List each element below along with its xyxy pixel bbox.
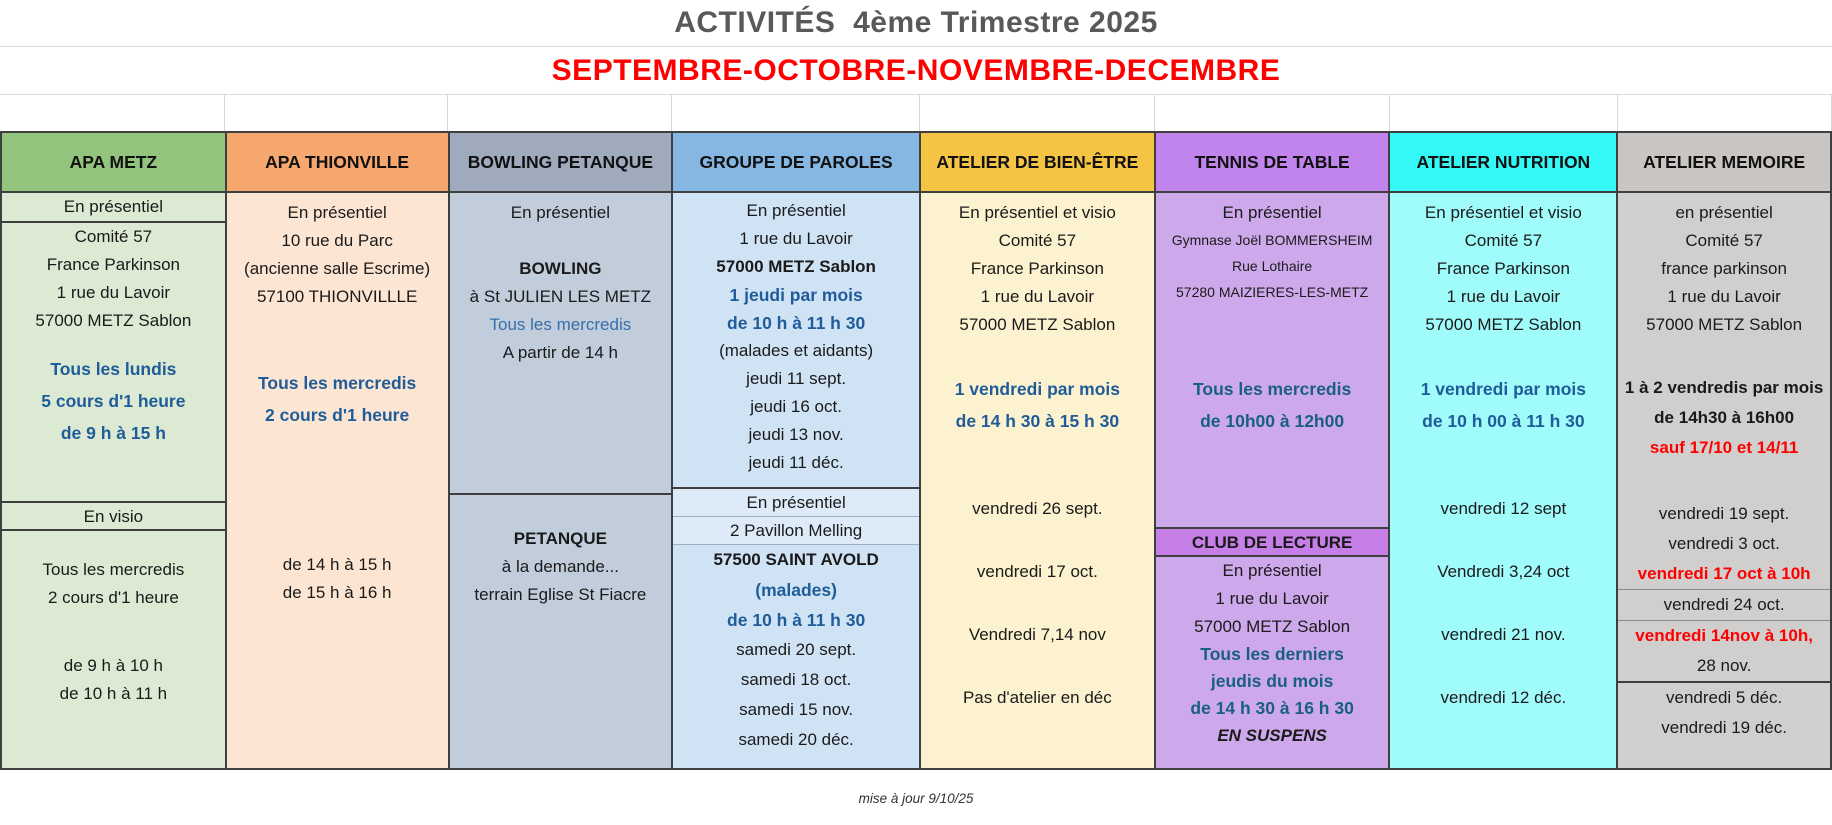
body-line: vendredi 21 nov. [1441,625,1566,644]
activity-column [1156,131,1391,768]
column-body [227,193,448,768]
body-line: jeudi 16 oct. [750,397,842,416]
column-body [673,193,919,768]
body-line: 1 vendredi par mois [954,379,1121,399]
body-line: samedi 20 déc. [738,730,854,749]
spacing [1390,649,1616,684]
body-line: En présentiel et visio [958,203,1116,222]
body-line: Comité 57 [998,231,1077,250]
body-line: Vendredi 3,24 oct [1437,562,1570,581]
body-line: 57280 MAIZIERES-LES-METZ [1176,284,1369,300]
body-line: vendredi 12 déc. [1440,688,1567,707]
body-line: de 14 h à 15 h [282,555,392,574]
grid-spacer-cell [1155,95,1390,131]
body-line: vendredi 17 oct. [976,562,1098,581]
body-line: BOWLING [519,259,602,278]
body-line: vendredi 12 sept [1440,499,1567,518]
activity-column [450,131,674,768]
activity-column [1390,131,1618,768]
body-line: 57100 THIONVILLLE [256,287,418,306]
body-line: de 14 h 30 à 16 h 30 [1190,698,1354,718]
body-line: PETANQUE [513,529,607,548]
spacing [921,339,1154,373]
activity-column [2,131,227,768]
column-header: ATELIER MEMOIRE [1618,131,1830,193]
spacing [1390,437,1616,495]
spacing [921,437,1154,495]
body-line: 10 rue du Parc [281,231,393,250]
body-line: (malades) [755,580,837,600]
body-line: vendredi 5 déc. [1665,688,1783,707]
body-line: Comité 57 [1685,231,1763,250]
column-header: APA THIONVILLE [227,131,448,193]
body-line: En présentiel [746,201,846,220]
body-line: En présentiel [1222,561,1322,580]
body-line: Vendredi 7,14 nov [968,625,1106,644]
column-header: ATELIER DE BIEN-ÊTRE [921,131,1154,193]
spacing [2,531,225,556]
column-body [1618,193,1830,768]
body-line: jeudis du mois [1210,671,1334,691]
grid-spacer-cell [1618,95,1832,131]
spacing [921,649,1154,684]
body-line: EN SUSPENS [1217,726,1327,745]
activity-column [673,131,921,768]
column-body [1156,193,1389,768]
body-line: sauf 17/10 et 14/11 [1649,438,1799,457]
section-band: En présentiel [2,193,225,223]
spacing [2,449,225,501]
section-band: En présentiel [673,489,919,517]
body-line: 1 rue du Lavoir [1215,589,1329,608]
body-line: 57000 METZ Sablon [1194,617,1351,636]
body-line: jeudi 11 sept. [746,369,847,388]
body-line: Gymnase Joël BOMMERSHEIM [1171,232,1373,248]
body-line: 57000 METZ Sablon [1646,315,1803,334]
body-line: 57500 SAINT AVOLD [713,550,879,569]
body-line: vendredi 14nov à 10h, [1635,626,1813,645]
grid-spacer-cell [1390,95,1618,131]
footer-note: mise à jour 9/10/25 [858,791,974,806]
column-body [450,193,672,768]
column-header: APA METZ [2,131,225,193]
body-line: En présentiel [287,203,387,222]
subtitle-row [0,47,1832,95]
body-line: vendredi 19 sept. [1658,504,1790,523]
title-row [0,0,1832,47]
body-line: Rue Lothaire [1232,258,1313,274]
spacing [1156,305,1389,373]
body-line: vendredi 17 oct à 10h [1637,564,1811,583]
section-band: 2 Pavillon Melling [673,517,919,545]
body-line: Tous les mercredis [1193,379,1352,399]
body-line: de 10 h à 11 h 30 [727,313,866,333]
body-line: Comité 57 [1464,231,1543,250]
body-line: de 9 h à 15 h [60,423,166,443]
body-line: En présentiel [510,203,610,222]
body-line: de 9 h à 10 h [63,656,163,675]
body-line: 5 cours d'1 heure [41,391,186,411]
body-line: 1 rue du Lavoir [56,283,171,302]
body-line: Tous les mercredis [258,373,417,393]
page-subtitle: SEPTEMBRE-OCTOBRE-NOVEMBRE-DECEMBRE [551,53,1281,87]
body-line: terrain Eglise St Fiacre [474,585,647,604]
body-line: jeudi 11 déc. [748,453,844,472]
footer-row [0,770,1832,825]
body-line: de 10 h à 11 h [59,684,168,703]
body-line: 57000 METZ Sablon [1425,315,1582,334]
body-line: Comité 57 [74,227,153,246]
body-line: de 14h30 à 16h00 [1654,408,1795,427]
body-line: 57000 METZ Sablon [959,315,1116,334]
spacing [1156,437,1389,527]
spacing [450,227,672,255]
body-line: 1 à 2 vendredis par mois [1624,378,1824,397]
body-line: samedi 18 oct. [740,670,852,689]
spacing [227,431,448,551]
body-line: vendredi 19 déc. [1661,718,1787,737]
activities-table [0,131,1832,770]
grid-spacer-cell [672,95,920,131]
activity-column [921,131,1156,768]
spacing [921,586,1154,621]
grid-spacer-cell [0,95,225,131]
body-line: (malades et aidants) [719,341,874,360]
body-line: France Parkinson [46,255,180,274]
body-line: 28 nov. [1696,656,1752,675]
column-header: TENNIS DE TABLE [1156,131,1389,193]
body-line: Tous les derniers [1200,644,1344,664]
body-line: En présentiel et visio [1424,203,1582,222]
spacing [673,477,919,487]
spacing [450,495,672,525]
body-line: Pas d'atelier en déc [962,688,1112,707]
body-line: 57000 METZ Sablon [35,311,192,330]
column-body [921,193,1154,768]
grid-spacer-cell [920,95,1155,131]
body-line: samedi 15 nov. [739,700,854,719]
column-body [1390,193,1616,768]
body-line: 1 rue du Lavoir [980,287,1095,306]
body-line: 1 vendredi par mois [1420,379,1587,399]
body-line: de 10h00 à 12h00 [1200,411,1345,431]
section-band: CLUB DE LECTURE [1156,527,1389,557]
column-header: BOWLING PETANQUE [450,131,672,193]
body-line: 2 cours d'1 heure [47,588,179,607]
body-line: de 10 h à 11 h 30 [727,610,866,630]
body-line: 1 rue du Lavoir [1667,287,1781,306]
spacing [921,523,1154,558]
column-header: ATELIER NUTRITION [1390,131,1616,193]
spacing [2,335,225,353]
body-line: vendredi 24 oct. [1663,595,1785,614]
body-line: (ancienne salle Escrime) [244,259,431,278]
body-line: de 10 h 00 à 11 h 30 [1422,411,1585,431]
body-line: France Parkinson [970,259,1104,278]
body-line: vendredi 26 sept. [972,499,1103,518]
body-line: france parkinson [1661,259,1787,278]
body-line: à St JULIEN LES METZ [469,287,652,306]
body-line: 1 rue du Lavoir [1446,287,1561,306]
body-line: vendredi 3 oct. [1668,534,1780,553]
spacing [1390,339,1616,373]
body-line: 1 rue du Lavoir [739,229,853,248]
body-line: à la demande... [501,557,619,576]
body-line: en présentiel [1675,203,1773,222]
spacing [1390,523,1616,558]
spacing [2,612,225,652]
spacing [227,311,448,367]
column-header: GROUPE DE PAROLES [673,131,919,193]
body-line: Tous les mercredis [42,560,185,579]
body-line: de 14 h 30 à 15 h 30 [955,411,1120,431]
grid-spacer-cell [448,95,672,131]
body-line: de 15 h à 16 h [282,583,392,602]
activity-column [227,131,450,768]
body-line: Tous les mercredis [489,315,632,334]
spacing [450,367,672,493]
body-line: samedi 20 sept. [736,640,857,659]
section-band: En visio [2,501,225,531]
body-line: 1 jeudi par mois [729,285,863,305]
body-line: France Parkinson [1436,259,1570,278]
body-line: 57000 METZ Sablon [716,257,876,276]
body-line: 2 cours d'1 heure [265,405,410,425]
spacing [1618,463,1830,499]
activity-column [1618,131,1832,768]
body-line: En présentiel [1222,203,1322,222]
body-line: jeudi 13 nov. [748,425,844,444]
spacing [1618,339,1830,373]
grid-spacer-cell [225,95,448,131]
column-body [2,193,225,768]
body-line: Tous les lundis [50,359,177,379]
spacing [1390,586,1616,621]
grid-spacer-row [0,95,1832,131]
body-line: A partir de 14 h [502,343,619,362]
page-title: ACTIVITÉS 4ème Trimestre 2025 [674,6,1158,39]
